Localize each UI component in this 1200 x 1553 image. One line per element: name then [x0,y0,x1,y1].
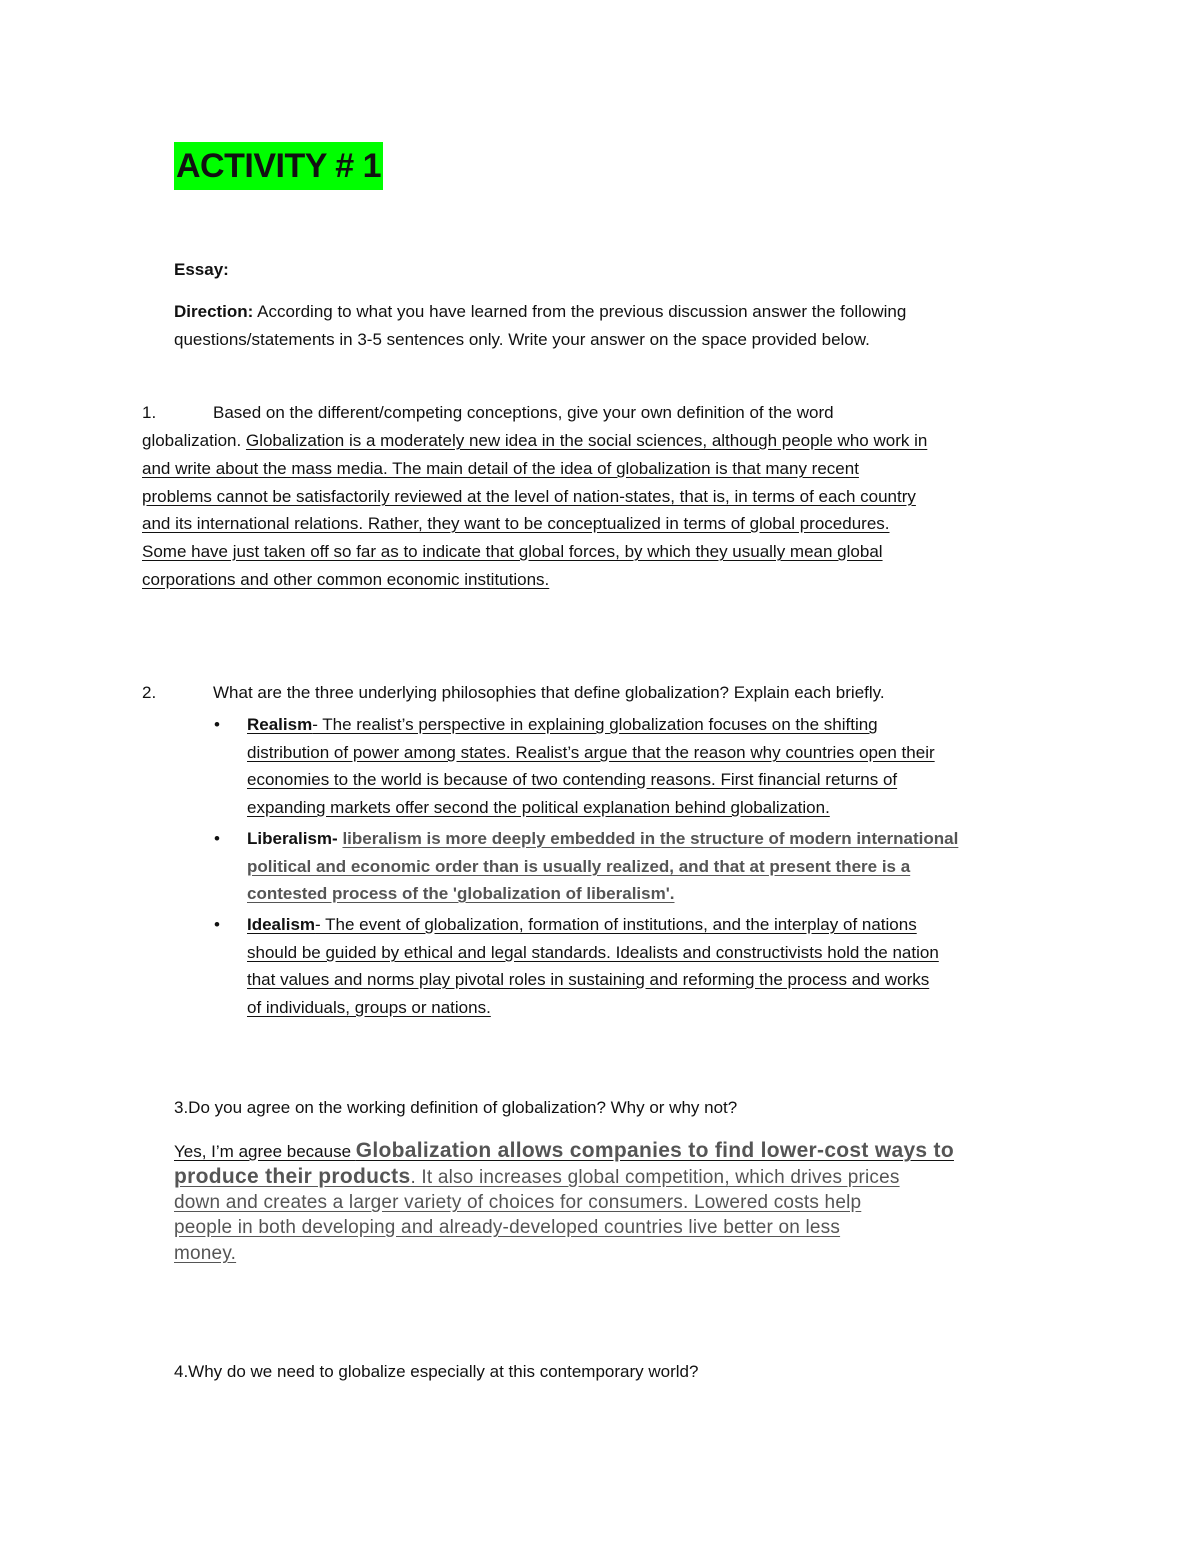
bullet-icon: • [214,715,220,734]
q2-question: What are the three underlying philosophies that define globalization? Explain each briefly. [213,683,885,702]
realism-line: distribution of power among states. Realist’s argue that the reason why countries open their [247,743,935,762]
liberalism-term: Liberalism [247,829,333,848]
liberalism-line: political and economic order than is usually realized, and that at present there is a [247,857,911,876]
q3-answer-intro: Yes, I’m agree because [174,1142,356,1161]
bullet-icon: • [214,915,220,934]
q1-answer-line: problems cannot be satisfactorily reviewed at the level of nation-states, that is, in terms of each country [142,487,916,506]
idealism-term: Idealism [247,915,316,934]
q4-question: 4.Why do we need to globalize especially at this contemporary world? [174,1362,699,1381]
realism-term: Realism [247,715,313,734]
q1-question-line-2 [142,427,927,455]
liberalism-dash: - [332,829,343,848]
q1-answer-line: Some have just taken off so far as to indicate that global forces, by which they usually mean global [142,542,883,561]
q3-question: 3.Do you agree on the working definition of globalization? Why or why not? [174,1098,738,1117]
idealism-text-1: - The event of globalization, formation of institutions, and the interplay of nations [315,915,917,934]
essay-label: Essay: [174,260,229,279]
activity-title: ACTIVITY # 1 [174,142,383,190]
q3-answer-bold-2: produce their products [174,1165,411,1188]
q3-answer-text-2: . It also increases global competition, which drives prices [410,1167,900,1188]
idealism-line: should be guided by ethical and legal standards. Idealists and constructivists hold the nation [247,943,939,962]
realism-line-1 [247,711,878,739]
realism-text-1: - The realist’s perspective in explaining globalization focuses on the shifting [312,715,878,734]
idealism-line: that values and norms play pivotal roles in sustaining and reforming the process and works [247,970,930,989]
q3-answer-bold-1: Globalization allows companies to find lower-cost ways to [355,1139,954,1162]
liberalism-line-1 [247,825,958,853]
q3-answer-line: down and creates a larger variety of choices for consumers. Lowered costs help [174,1192,862,1213]
idealism-line-1 [247,911,917,939]
q3-answer-line: people in both developing and already-developed countries live better on less [174,1217,841,1238]
idealism-line: of individuals, groups or nations. [247,998,491,1017]
direction-text-1: According to what you have learned from the previous discussion answer the following [253,302,907,321]
q1-answer-line: and its international relations. Rather, they want to be conceptualized in terms of global procedures. [142,514,890,533]
liberalism-text-1: liberalism is more deeply embedded in the structure of modern international [342,829,959,848]
q1-answer-line: corporations and other common economic institutions. [142,570,550,589]
q2-number: 2. [142,683,157,702]
realism-line: expanding markets offer second the political explanation behind globalization. [247,798,830,817]
bullet-icon: • [214,829,220,848]
q1-answer-line: Globalization is a moderately new idea in the social sciences, although people who work in [245,431,928,450]
direction-label: Direction: [174,302,254,321]
q3-answer-line-1 [174,1137,954,1166]
direction-line-1 [174,298,906,326]
realism-line: economies to the world is because of two contending reasons. First financial returns of [247,770,898,789]
q1-question-text-2: globalization. [142,431,246,450]
q1-question-line-1: Based on the different/competing conceptions, give your own definition of the word [213,403,834,422]
direction-line-2: questions/statements in 3-5 sentences only. Write your answer on the space provided below. [174,330,870,349]
q1-answer-line: and write about the mass media. The main detail of the idea of globalization is that many recent [142,459,859,478]
q1-number: 1. [142,403,157,422]
liberalism-line: contested process of the 'globalization of liberalism'. [247,884,675,903]
q3-answer-line-2 [174,1163,900,1192]
q3-answer-line: money. [174,1243,237,1264]
